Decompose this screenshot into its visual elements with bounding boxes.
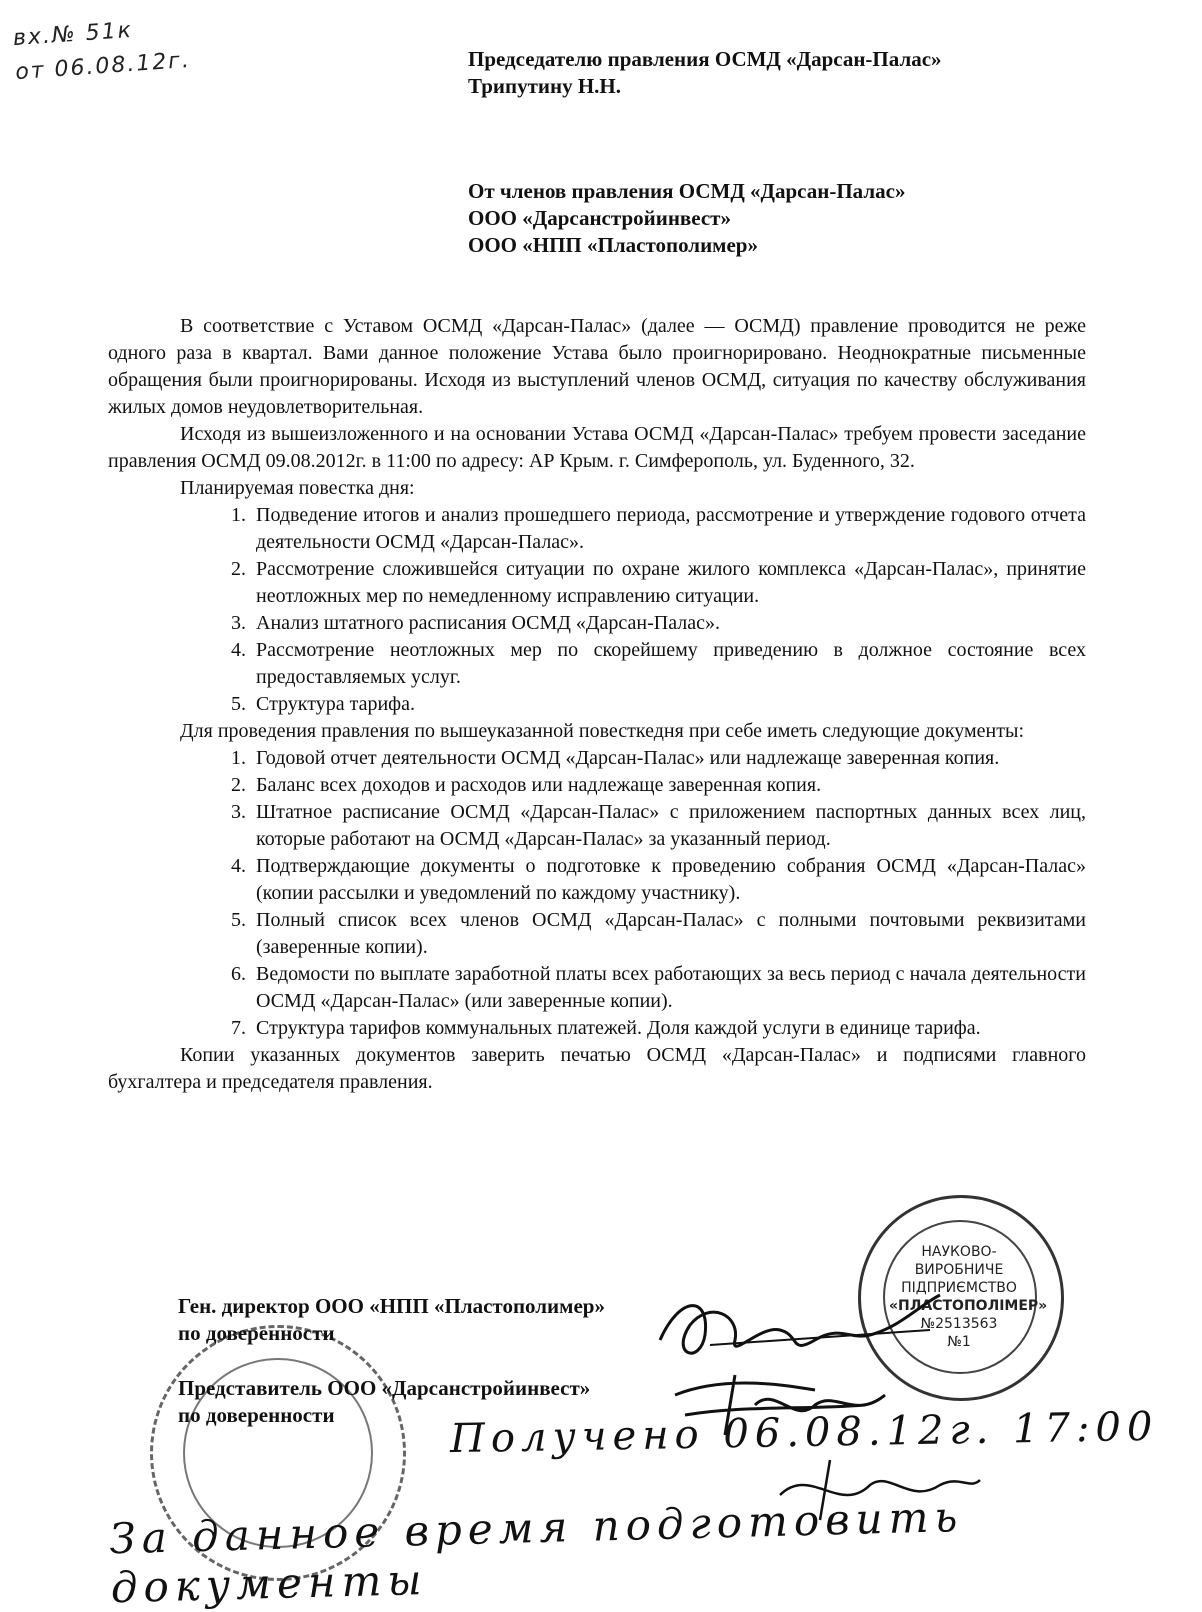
addressee-block [468, 46, 942, 100]
registration-note [12, 10, 192, 90]
signatory-2-basis: по доверенности [178, 1403, 335, 1427]
list-item: 4. Рассмотрение неотложных мер по скорейшему приведению в должное состояние всех предоставляемых услуг. [231, 639, 1086, 688]
registration-date: от 06.08.12г. [14, 47, 192, 86]
stamp-text: НАУКОВО- ВИРОБНИЧЕ ПІДПРИЄМСТВО «ПЛАСТОПОЛІМЕР» №2513563 №1 [889, 1244, 1048, 1350]
received-note: Получено 06.08.12г. 17:00 [449, 1403, 1159, 1463]
sender-line-3: ООО «НПП «Пластополимер» [468, 233, 758, 257]
list-item: 1. Подведение итогов и анализ прошедшего периода, рассмотрение и утверждение годового отчета деятельности ОСМД «Дарсан-Палас». [231, 504, 1086, 553]
list-item: 7. Структура тарифов коммунальных платежей. Доля каждой услуги в единице тарифа. [231, 1017, 981, 1039]
sender-line-1: От членов правления ОСМД «Дарсан-Палас» [468, 179, 906, 203]
documents-list [108, 745, 1086, 1042]
addressee-line-2: Трипутину Н.Н. [468, 74, 622, 98]
bottom-handwritten-note: За данное время подготовить документы [108, 1491, 964, 1612]
signatory-2-title: Представитель ООО «Дарсанстройинвест» [178, 1376, 591, 1400]
documents-heading: Для проведения правления по вышеуказанной повесткедня при себе иметь следующие документы: [180, 720, 1024, 742]
list-item: 4. Подтверждающие документы о подготовке к проведению собрания ОСМД «Дарсан-Палас» (копии рассылки и уведомлений по каждому участнику). [231, 855, 1086, 904]
list-item: 5. Структура тарифа. [231, 693, 416, 715]
paragraph-2: Исходя из вышеизложенного и на основании Устава ОСМД «Дарсан-Палас» требуем провести заседание правления ОСМД 09.08.2012г. в 11:00 по адресу: АР Крым. г. Симферополь, ул. Буденного, 32. [108, 423, 1086, 472]
list-item: 3. Анализ штатного расписания ОСМД «Дарсан-Палас». [231, 612, 721, 634]
signatory-1-basis: по доверенности [178, 1321, 335, 1345]
letter-body [108, 313, 1086, 1096]
list-item: 3. Штатное расписание ОСМД «Дарсан-Палас» с приложением паспортных данных всех лиц, которые работают на ОСМД «Дарсан-Палас» за указанный период. [231, 801, 1086, 850]
agenda-heading: Планируемая повестка дня: [180, 477, 415, 499]
signature-1 [650, 1285, 950, 1375]
closing-paragraph: Копии указанных документов заверить печатью ОСМД «Дарсан-Палас» и подписями главного бухгалтера и председателя правления. [108, 1044, 1086, 1093]
list-item: 2. Рассмотрение сложившейся ситуации по охране жилого комплекса «Дарсан-Палас», принятие неотложных мер по немедленному исправлению ситуации. [231, 558, 1086, 607]
list-item: 5. Полный список всех членов ОСМД «Дарсан-Палас» с полными почтовыми реквизитами (заверенные копии). [231, 909, 1086, 958]
signature-block-1 [178, 1293, 605, 1347]
sender-line-2: ООО «Дарсанстройинвест» [468, 206, 731, 230]
list-item: 1. Годовой отчет деятельности ОСМД «Дарсан-Палас» или надлежаще заверенная копия. [231, 747, 1000, 769]
agenda-list [108, 502, 1086, 718]
signatory-1-title: Ген. директор ООО «НПП «Пластополимер» [178, 1294, 605, 1318]
sender-block [468, 178, 905, 259]
addressee-line-1: Председателю правления ОСМД «Дарсан-Палас» [468, 47, 942, 71]
list-item: 6. Ведомости по выплате заработной платы всех работающих за весь период с начала деятельности ОСМД «Дарсан-Палас» (или заверенные копии). [231, 963, 1086, 1012]
paragraph-1: В соответствие с Уставом ОСМД «Дарсан-Палас» (далее — ОСМД) правление проводится не реже одного раза в квартал. Вами данное положение Устава было проигнорировано. Неоднократные письменные обращения были проигнорированы. Исходя из выступлений членов ОСМД, ситуация по качеству обслуживания жилых домов неудовлетворительная. [108, 315, 1086, 418]
registration-number: вх.№ 51к [12, 17, 134, 52]
list-item: 2. Баланс всех доходов и расходов или надлежаще заверенная копия. [231, 774, 822, 796]
